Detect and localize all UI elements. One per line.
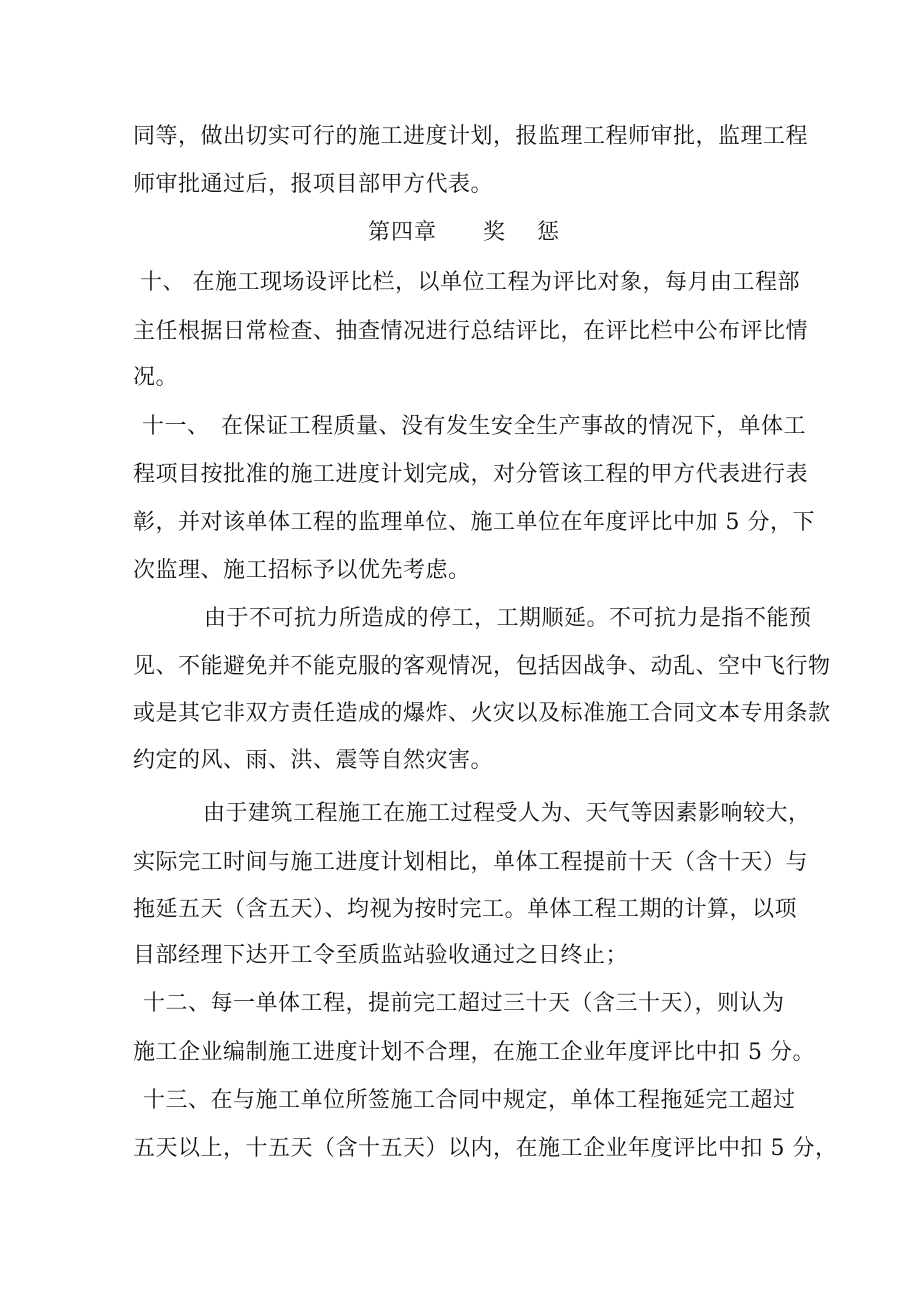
text-line: 约定的风、雨、洪、震等自然灾害。: [133, 748, 494, 773]
text-line: 由于建筑工程施工在施工过程受人为、天气等因素影响较大，: [203, 801, 811, 826]
text-line: 十、 在施工现场设评比栏，以单位工程为评比对象，每月由工程部: [140, 270, 800, 295]
text-line: 主任根据日常检查、抽查情况进行总结评比，在评比栏中公布评比情: [133, 319, 809, 344]
text-line: 况。: [133, 365, 179, 390]
text-line: 五天以上，十五天（含十五天）以内，在施工企业年度评比中扣 5 分，: [133, 1136, 838, 1161]
text-line: 十一、 在保证工程质量、没有发生安全生产事故的情况下，单体工: [142, 414, 807, 439]
text-line: 见、不能避免并不能克服的客观情况，包括因战争、动乱、空中飞行物: [133, 654, 831, 679]
text-line: 施工企业编制施工进度计划不合理，在施工企业年度评比中扣 5 分。: [133, 1040, 815, 1065]
text-line: 或是其它非双方责任造成的爆炸、火灾以及标准施工合同文本专用条款: [133, 701, 831, 726]
text-line: 十三、在与施工单位所签施工合同中规定，单体工程拖延完工超过: [143, 1088, 796, 1113]
text-line: 彰，并对该单体工程的监理单位、施工单位在年度评比中加 5 分，下: [133, 510, 815, 535]
chapter-heading: 第四章 奖 惩: [368, 220, 560, 245]
text-line: 实际完工时间与施工进度计划相比，单体工程提前十天（含十天）与: [133, 850, 809, 875]
text-line: 由于不可抗力所造成的停工，工期顺延。不可抗力是指不能预: [204, 606, 812, 631]
text-line: 拖延五天（含五天）、均视为按时完工。单体工程工期的计算，以项: [133, 897, 798, 922]
text-line: 师审批通过后，报项目部甲方代表。: [133, 172, 494, 197]
text-line: 次监理、施工招标予以优先考虑。: [133, 558, 471, 583]
text-line: 同等，做出切实可行的施工进度计划，报监理工程师审批，监理工程: [133, 124, 809, 149]
text-line: 目部经理下达开工令至质监站验收通过之日终止；: [133, 943, 629, 968]
text-line: 十二、每一单体工程，提前完工超过三十天（含三十天），则认为: [143, 991, 785, 1016]
text-line: 程项目按批准的施工进度计划完成，对分管该工程的甲方代表进行表: [133, 462, 809, 487]
